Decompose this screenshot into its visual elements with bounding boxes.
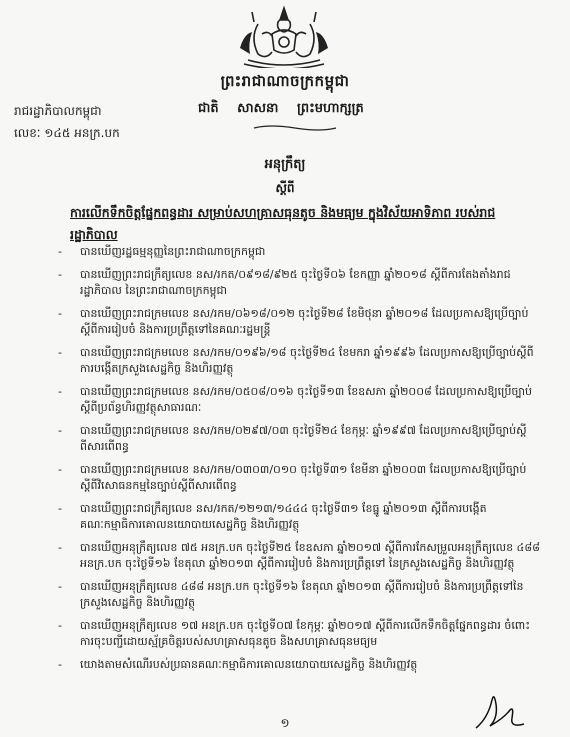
national-motto: ជាតិ សាសនា ព្រះមហាក្សត្រ <box>198 101 364 116</box>
document-type: អនុក្រឹត្យ <box>264 157 306 172</box>
government-name: រាជរដ្ឋាភិបាលកម្ពុជា <box>14 104 102 118</box>
document-about: ស្តីពី <box>275 181 295 195</box>
list-item: - បានឃើញព្រះរាជក្រមលេខ នស/រកម/០៥០៨/០១៦ ចុះថ្ងៃទី១៣ ខែឧសភា ឆ្នាំ២០០៨ ដែលប្រកាសឱ្យប្រើច្បាប់ស្តីពីប្រព័ន្ធហិរញ្ញវត្ថុសាធារណៈ <box>58 384 542 417</box>
list-item: - បានឃើញអនុក្រឹត្យលេខ ៧៥ អនក្រ.បក ចុះថ្ងៃទី២៥ ខែឧសភា ឆ្នាំ២០១៧ ស្តីពីការកែសម្រួលអនុក្រឹត្យលេខ ៤៨៨ អនក្រ.បក ចុះថ្ងៃទី១៦ ខែតុលា ឆ្នាំ២០១៣ ស្តីពីការរៀបចំ និងការប្រព្រឹត្តទៅ នៃក្រសួងសេដ្ឋកិច្ច និងហិរញ្ញវត្ថុ <box>58 540 542 573</box>
list-item: - បានឃើញអនុក្រឹត្យលេខ ៤៨៨ អនក្រ.បក ចុះថ្ងៃទី១៦ ខែតុលា ឆ្នាំ២០១៣ ស្តីពីការរៀបចំ និងការប្រព្រឹត្តទៅនៃក្រសួងសេដ្ឋកិច្ច និងហិរញ្ញវត្ថុ <box>58 579 542 612</box>
list-item: - បានឃើញអនុក្រឹត្យលេខ ១៧ អនក្រ.បក ចុះថ្ងៃទី០៧ ខែកុម្ភៈ ឆ្នាំ២០១៧ ស្តីពីការលើកទឹកចិត្តផ្នែកពន្ធដារ ចំពោះការចុះបញ្ជីដោយស្ម័គ្រចិត្តរបស់សហគ្រាសធុនតូច និងសហគ្រាសធុនមធ្យម <box>58 618 542 651</box>
issuer-block <box>14 100 120 144</box>
list-item: - បានឃើញព្រះរាជក្រមលេខ នស/រកម/០៣០៣/០១០ ចុះថ្ងៃទី៣១ ខែមីនា ឆ្នាំ២០០៣ ដែលប្រកាសឱ្យប្រើច្បាប់ស្តីពីវិសោធនកម្មនៃច្បាប់ស្តីពីសារពើពន្ធ <box>58 462 542 495</box>
list-item: - បានឃើញព្រះរាជក្រមលេខ នស/រកម/០១៩៦/១៨ ចុះថ្ងៃទី២៤ ខែមករា ឆ្នាំ១៩៩៦ ដែលប្រកាសឱ្យប្រើច្បាប់ស្តីពីការបង្កើតក្រសួងសេដ្ឋកិច្ច និងហិរញ្ញវត្ថុ <box>58 345 542 378</box>
royal-emblem-icon <box>228 4 340 68</box>
document-number: លេខៈ ១៤៥ អនក្រ.បក <box>14 126 120 140</box>
page-number: ១ <box>280 716 290 730</box>
ornament-divider <box>250 124 340 132</box>
list-item: - យោងតាមសំណើរបស់ប្រធានគណៈកម្មាធិការគោលនយោបាយសេដ្ឋកិច្ច និងហិរញ្ញវត្ថុ <box>58 657 542 674</box>
list-item: - បានឃើញព្រះរាជក្រឹត្យលេខ នស/រកត/០៩១៨/៩២៥ ចុះថ្ងៃទី០៦ ខែកញ្ញា ឆ្នាំ២០១៨ ស្តីពីការតែងតាំងរាជរដ្ឋាភិបាល នៃព្រះរាជាណាចក្រកម្ពុជា <box>58 267 542 300</box>
list-item: - បានឃើញរដ្ឋធម្មនុញ្ញនៃព្រះរាជាណាចក្រកម្ពុជា <box>58 244 542 261</box>
list-item: - បានឃើញព្រះរាជក្រឹត្យលេខ នស/រកត/១២១៣/១៤៤៤ ចុះថ្ងៃទី៣១ ខែធ្នូ ឆ្នាំ២០១៣ ស្តីពីការបង្កើតគណៈកម្មាធិការគោលនយោបាយសេដ្ឋកិច្ច និងហិរញ្ញវត្ថុ <box>58 501 542 534</box>
list-item: - បានឃើញព្រះរាជក្រមលេខ នស/រកម/០៦១៨/០១២ ចុះថ្ងៃទី២៨ ខែមិថុនា ឆ្នាំ២០១៨ ដែលប្រកាសឱ្យប្រើច្បាប់ស្តីពីការរៀបចំ និងការប្រព្រឹត្តទៅនៃគណៈរដ្ឋមន្ត្រី <box>58 306 542 339</box>
list-item: - បានឃើញព្រះរាជក្រមលេខ នស/រកម/០២៩៧/០៣ ចុះថ្ងៃទី២៤ ខែកុម្ភៈ ឆ្នាំ១៩៩៧ ដែលប្រកាសឱ្យប្រើច្បាប់ស្តីពីសារពើពន្ធ <box>58 423 542 456</box>
citation-list <box>58 244 542 679</box>
document-title: ការលើកទឹកចិត្តផ្នែកពន្ធដារ សម្រាប់សហគ្រាសធុនតូច និងមធ្យម ក្នុងវិស័យអាទិភាព របស់រាជរដ្ឋាភិបាល <box>70 205 496 242</box>
kingdom-heading: ព្រះរាជាណាចក្រកម្ពុជា <box>220 72 350 90</box>
